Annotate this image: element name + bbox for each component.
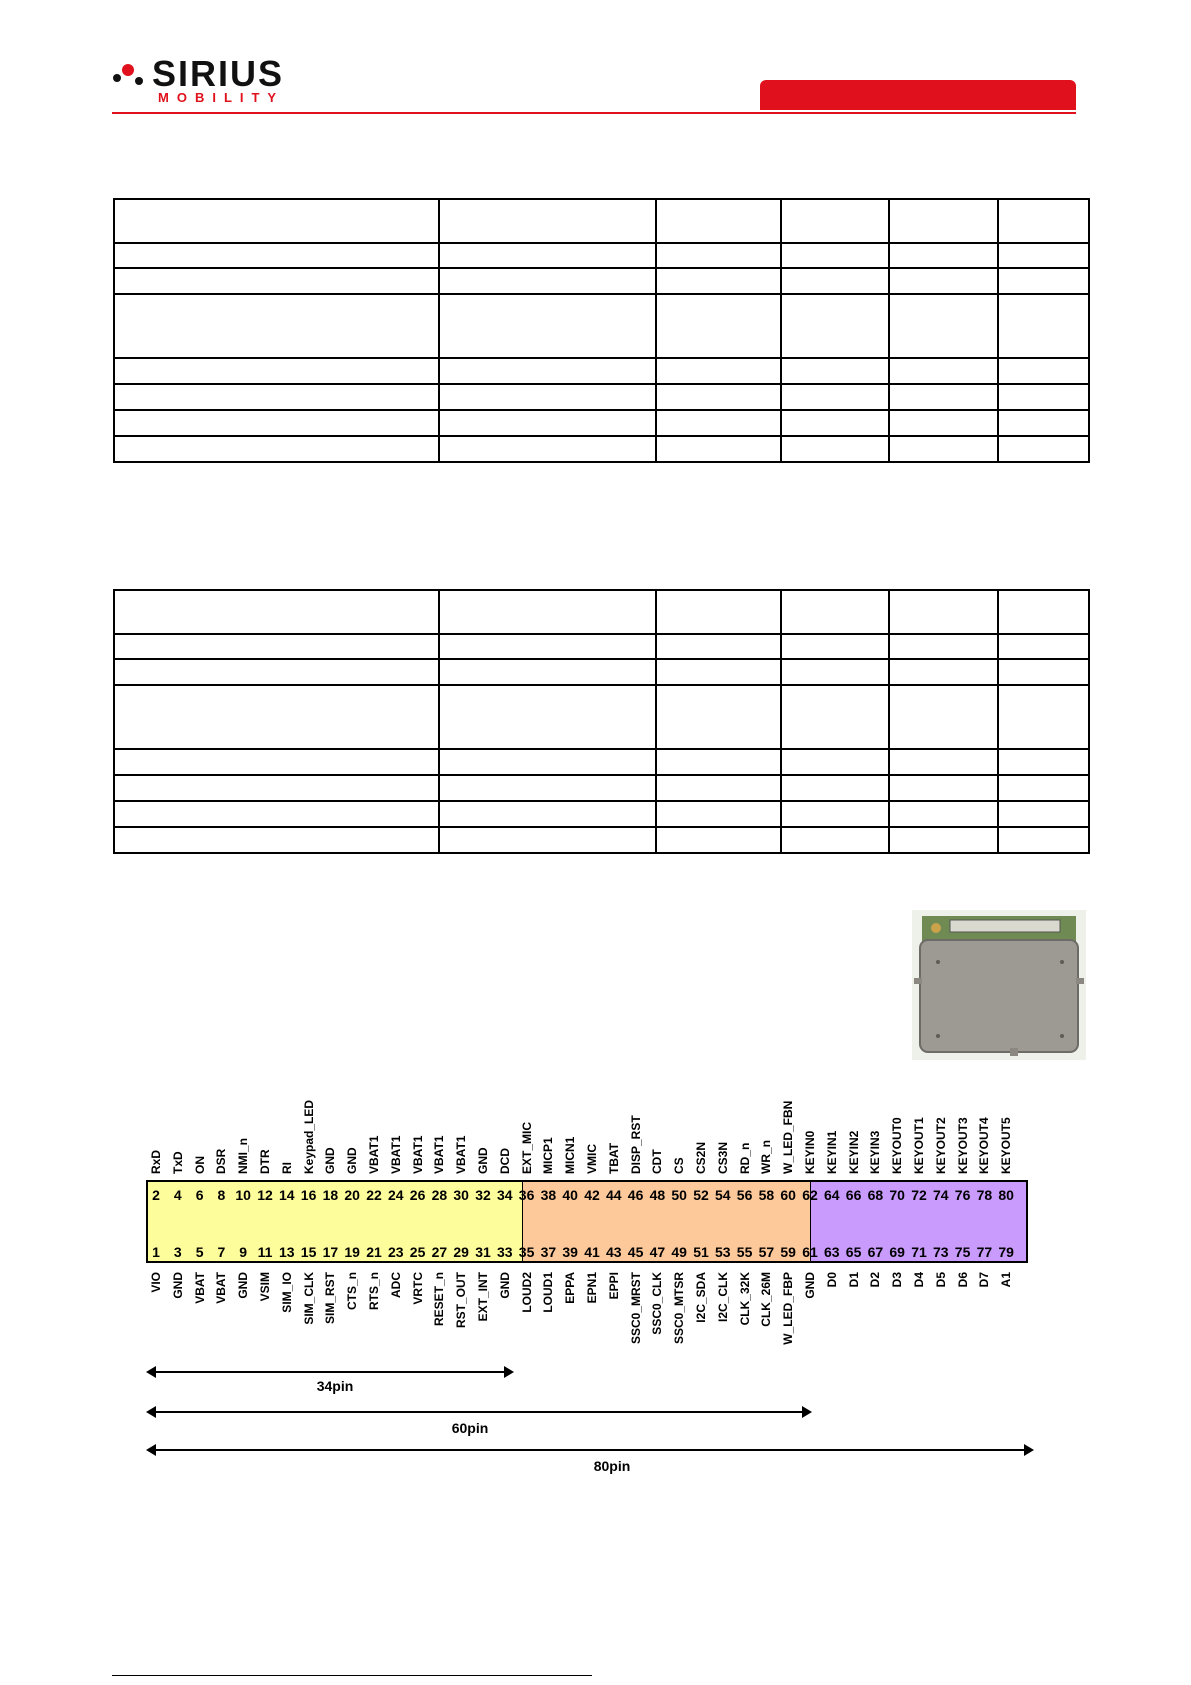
pin-signal-label: VBAT1 bbox=[454, 1135, 469, 1174]
pin-signal-label: NMI_n bbox=[236, 1138, 251, 1174]
pin-signal-label: SSC0_MTSR bbox=[672, 1272, 687, 1345]
even-pin-numbers bbox=[0, 1186, 1191, 1204]
pin-signal-label: SIM_IO bbox=[279, 1272, 294, 1313]
logo-dots-icon bbox=[112, 61, 144, 89]
table-row bbox=[114, 590, 1089, 634]
pin-number: 33 bbox=[497, 1244, 513, 1260]
pin-signal-label: D1 bbox=[846, 1272, 861, 1288]
pin-signal-label: D2 bbox=[868, 1272, 883, 1288]
pin-signal-label: DCD bbox=[497, 1148, 512, 1174]
span-label-60pin: 60pin bbox=[451, 1420, 489, 1436]
pin-number: 27 bbox=[431, 1244, 448, 1260]
pin-signal-label: KEYIN1 bbox=[824, 1130, 839, 1174]
table-row bbox=[114, 384, 1089, 410]
table-row bbox=[114, 659, 1089, 685]
table-row bbox=[114, 410, 1089, 436]
pin-number: 23 bbox=[388, 1244, 404, 1260]
module-photo bbox=[912, 910, 1086, 1060]
pin-number: 79 bbox=[998, 1244, 1014, 1260]
pin-signal-label: KEYOUT4 bbox=[977, 1117, 992, 1174]
pin-number: 6 bbox=[195, 1187, 204, 1203]
pin-number: 78 bbox=[976, 1187, 993, 1203]
pin-number: 19 bbox=[344, 1244, 360, 1260]
table-row bbox=[114, 749, 1089, 775]
pin-signal-label: DTR bbox=[258, 1149, 272, 1174]
header-rule bbox=[112, 112, 1076, 114]
pin-signal-label: ADC bbox=[388, 1272, 403, 1298]
table-row bbox=[114, 199, 1089, 243]
pin-signal-label: VBAT1 bbox=[410, 1135, 425, 1174]
pin-number: 5 bbox=[195, 1244, 204, 1260]
pin-signal-label: CLK_26M bbox=[759, 1272, 774, 1327]
pin-signal-label: LOUD2 bbox=[519, 1272, 534, 1313]
pin-signal-label: KEYOUT1 bbox=[912, 1117, 926, 1174]
sirius-mobility-logo bbox=[112, 55, 332, 105]
table-row bbox=[114, 268, 1089, 294]
pin-number: 30 bbox=[453, 1187, 469, 1203]
pin-number: 41 bbox=[584, 1244, 600, 1260]
pin-signal-label: CLK_32K bbox=[737, 1272, 752, 1326]
pin-signal-label: KEYOUT0 bbox=[890, 1117, 905, 1174]
pin-signal-label: MICN1 bbox=[563, 1136, 578, 1174]
pin-signal-label: D3 bbox=[890, 1272, 905, 1288]
pin-number: 28 bbox=[431, 1187, 448, 1203]
pin-number: 44 bbox=[606, 1187, 622, 1203]
pin-number: 62 bbox=[802, 1187, 818, 1203]
pin-signal-label: TxD bbox=[170, 1151, 185, 1174]
table-row bbox=[114, 685, 1089, 749]
pin-number: 65 bbox=[845, 1244, 862, 1260]
pin-number: 50 bbox=[671, 1187, 687, 1203]
pin-signal-label: KEYIN0 bbox=[803, 1130, 817, 1174]
pin-number: 24 bbox=[388, 1187, 404, 1203]
pin-signal-label: KEYIN3 bbox=[868, 1130, 883, 1174]
pin-signal-label: VIO bbox=[149, 1272, 163, 1293]
span-arrow-80pin bbox=[146, 1444, 1034, 1456]
pin-signal-label: D4 bbox=[912, 1272, 926, 1288]
pin-signal-label: CS3N bbox=[715, 1141, 730, 1174]
pin-number: 17 bbox=[322, 1244, 339, 1260]
pin-number: 20 bbox=[344, 1187, 360, 1203]
pin-number: 14 bbox=[279, 1187, 295, 1203]
pin-signal-label: VBAT1 bbox=[432, 1135, 447, 1174]
pin-number: 76 bbox=[954, 1187, 971, 1203]
pin-number: 38 bbox=[540, 1187, 557, 1203]
pin-signal-label: EXT_MIC bbox=[519, 1121, 534, 1174]
pin-signal-label: D7 bbox=[977, 1272, 992, 1288]
pin-number: 34 bbox=[497, 1187, 513, 1203]
pin-signal-label: EPPA bbox=[563, 1272, 578, 1304]
table-row bbox=[114, 436, 1089, 462]
pin-number: 77 bbox=[976, 1244, 993, 1260]
pin-signal-label: RST_OUT bbox=[454, 1272, 469, 1329]
pin-signal-label: RESET_n bbox=[432, 1272, 447, 1327]
pin-signal-label: CS2N bbox=[694, 1141, 708, 1174]
pin-number: 55 bbox=[736, 1244, 753, 1260]
pin-number: 59 bbox=[780, 1244, 796, 1260]
pin-number: 35 bbox=[518, 1244, 535, 1260]
pin-signal-label: DSR bbox=[214, 1148, 229, 1174]
pin-signal-label: I2C_CLK bbox=[715, 1272, 730, 1323]
pin-signal-label: CTS_n bbox=[345, 1272, 360, 1311]
pin-number: 69 bbox=[889, 1244, 905, 1260]
pin-signal-label: I2C_SDA bbox=[694, 1272, 708, 1323]
table-row bbox=[114, 775, 1089, 801]
pin-signal-label: SSC0_CLK bbox=[650, 1272, 665, 1335]
pin-number: 74 bbox=[933, 1187, 949, 1203]
pin-signal-label: VBAT bbox=[214, 1272, 229, 1304]
pin-signal-label: D0 bbox=[824, 1272, 839, 1288]
pin-signal-label: RxD bbox=[149, 1149, 163, 1174]
span-label-34pin: 34pin bbox=[316, 1378, 354, 1394]
pin-signal-label: VSIM bbox=[258, 1272, 272, 1302]
table-row bbox=[114, 294, 1089, 358]
pin-number: 60 bbox=[780, 1187, 796, 1203]
header-accent-tab bbox=[760, 80, 1076, 110]
pin-signal-label: W_LED_FBN bbox=[781, 1100, 796, 1174]
pin-signal-label: A1 bbox=[999, 1272, 1014, 1288]
pin-number: 42 bbox=[584, 1187, 600, 1203]
pin-number: 68 bbox=[867, 1187, 884, 1203]
pin-number: 71 bbox=[911, 1244, 927, 1260]
pin-number: 67 bbox=[867, 1244, 884, 1260]
pin-signal-label: KEYOUT2 bbox=[933, 1117, 948, 1174]
span-arrow-34pin bbox=[146, 1366, 514, 1378]
pin-number: 47 bbox=[649, 1244, 666, 1260]
pin-number: 73 bbox=[933, 1244, 949, 1260]
pin-number: 46 bbox=[627, 1187, 644, 1203]
pin-number: 1 bbox=[152, 1244, 160, 1260]
pin-signal-label: EPPI bbox=[606, 1272, 621, 1300]
pin-signal-label: VBAT1 bbox=[367, 1135, 381, 1174]
pin-number: 25 bbox=[409, 1244, 426, 1260]
pin-signal-label: RTS_n bbox=[367, 1272, 381, 1311]
pin-number: 48 bbox=[649, 1187, 666, 1203]
pin-number: 54 bbox=[715, 1187, 731, 1203]
pin-signal-label: CS bbox=[672, 1157, 687, 1174]
pin-number: 32 bbox=[475, 1187, 491, 1203]
pin-number: 21 bbox=[366, 1244, 382, 1260]
pin-signal-label: KEYOUT3 bbox=[955, 1117, 970, 1174]
pin-signal-label: DISP_RST bbox=[628, 1115, 643, 1174]
spec-table-2 bbox=[113, 589, 1090, 854]
pin-signal-label: RI bbox=[279, 1162, 294, 1174]
pin-signal-label: EXT_INT bbox=[476, 1272, 490, 1322]
pin-number: 8 bbox=[217, 1187, 226, 1203]
pin-signal-label: KEYIN2 bbox=[846, 1130, 861, 1174]
pin-number: 45 bbox=[627, 1244, 644, 1260]
pin-number: 63 bbox=[824, 1244, 840, 1260]
pin-signal-label: W_LED_FBP bbox=[781, 1272, 796, 1345]
pin-signal-label: GND bbox=[497, 1272, 512, 1299]
pin-number: 57 bbox=[758, 1244, 775, 1260]
table-row bbox=[114, 827, 1089, 853]
pin-signal-label: VMIC bbox=[585, 1144, 599, 1174]
pin-signal-label: SSC0_MRST bbox=[628, 1272, 643, 1345]
pin-number: 51 bbox=[693, 1244, 709, 1260]
brand-name: SIRIUS bbox=[152, 53, 285, 94]
pin-number: 9 bbox=[239, 1244, 248, 1260]
pin-number: 13 bbox=[279, 1244, 295, 1260]
pin-number: 53 bbox=[715, 1244, 731, 1260]
pin-signal-label: RD_n bbox=[737, 1142, 752, 1174]
pin-signal-label: GND bbox=[170, 1272, 185, 1299]
pin-signal-label: SIM_CLK bbox=[301, 1272, 316, 1325]
table-row bbox=[114, 801, 1089, 827]
pin-signal-label: D6 bbox=[955, 1272, 970, 1288]
pin-signal-label: SIM_RST bbox=[323, 1272, 338, 1325]
pin-signal-label: VRTC bbox=[410, 1272, 425, 1305]
span-arrow-60pin bbox=[146, 1406, 812, 1418]
pin-number: 49 bbox=[671, 1244, 687, 1260]
pin-number: 75 bbox=[954, 1244, 971, 1260]
spec-table-1 bbox=[113, 198, 1090, 463]
pin-number: 56 bbox=[736, 1187, 753, 1203]
pin-number: 61 bbox=[802, 1244, 818, 1260]
pin-signal-label: EPN1 bbox=[585, 1272, 599, 1304]
pin-number: 80 bbox=[998, 1187, 1014, 1203]
brand-subtitle: MOBILITY bbox=[158, 90, 285, 105]
pin-signal-label: KEYOUT5 bbox=[999, 1117, 1014, 1174]
pin-number: 66 bbox=[845, 1187, 862, 1203]
pin-signal-label: GND bbox=[345, 1147, 360, 1174]
pin-number: 15 bbox=[300, 1244, 317, 1260]
pin-signal-label: VBAT1 bbox=[388, 1135, 403, 1174]
pin-number: 4 bbox=[173, 1187, 182, 1203]
span-label-80pin: 80pin bbox=[593, 1458, 631, 1474]
odd-pin-numbers bbox=[0, 1243, 1191, 1261]
pin-number: 40 bbox=[562, 1187, 578, 1203]
pin-number: 12 bbox=[257, 1187, 273, 1203]
pin-signal-label: GND bbox=[323, 1147, 338, 1174]
pin-signal-label: ON bbox=[192, 1156, 207, 1174]
footer-rule bbox=[112, 1675, 592, 1676]
pin-signal-label: CDT bbox=[650, 1149, 665, 1174]
pin-signal-label: WR_n bbox=[759, 1140, 774, 1174]
pin-number: 22 bbox=[366, 1187, 382, 1203]
pin-signal-label: GND bbox=[476, 1147, 490, 1174]
pin-number: 16 bbox=[300, 1187, 317, 1203]
pin-signal-label: VBAT bbox=[192, 1272, 207, 1304]
pin-number: 64 bbox=[824, 1187, 840, 1203]
pin-signal-label: MICP1 bbox=[541, 1137, 556, 1174]
pin-number: 29 bbox=[453, 1244, 469, 1260]
pin-number: 52 bbox=[693, 1187, 709, 1203]
pin-number: 39 bbox=[562, 1244, 578, 1260]
pin-number: 31 bbox=[475, 1244, 491, 1260]
pin-signal-label: LOUD1 bbox=[541, 1272, 556, 1313]
pin-signal-label: TBAT bbox=[606, 1142, 621, 1174]
pin-signal-label: Keypad_LED bbox=[301, 1099, 316, 1174]
pin-number: 26 bbox=[409, 1187, 426, 1203]
table-row bbox=[114, 358, 1089, 384]
pin-signal-label: GND bbox=[803, 1272, 817, 1299]
pin-number: 2 bbox=[152, 1187, 160, 1203]
pin-number: 70 bbox=[889, 1187, 905, 1203]
pin-number: 72 bbox=[911, 1187, 927, 1203]
pin-number: 7 bbox=[217, 1244, 226, 1260]
pin-signal-label: GND bbox=[236, 1272, 251, 1299]
pin-number: 18 bbox=[322, 1187, 339, 1203]
table-row bbox=[114, 634, 1089, 659]
table-row bbox=[114, 243, 1089, 268]
pin-number: 11 bbox=[257, 1244, 273, 1260]
pin-number: 3 bbox=[173, 1244, 182, 1260]
pin-number: 36 bbox=[518, 1187, 535, 1203]
pin-number: 58 bbox=[758, 1187, 775, 1203]
pin-number: 10 bbox=[235, 1187, 251, 1203]
pin-number: 37 bbox=[540, 1244, 557, 1260]
pin-signal-label: D5 bbox=[933, 1272, 948, 1288]
pin-number: 43 bbox=[606, 1244, 622, 1260]
